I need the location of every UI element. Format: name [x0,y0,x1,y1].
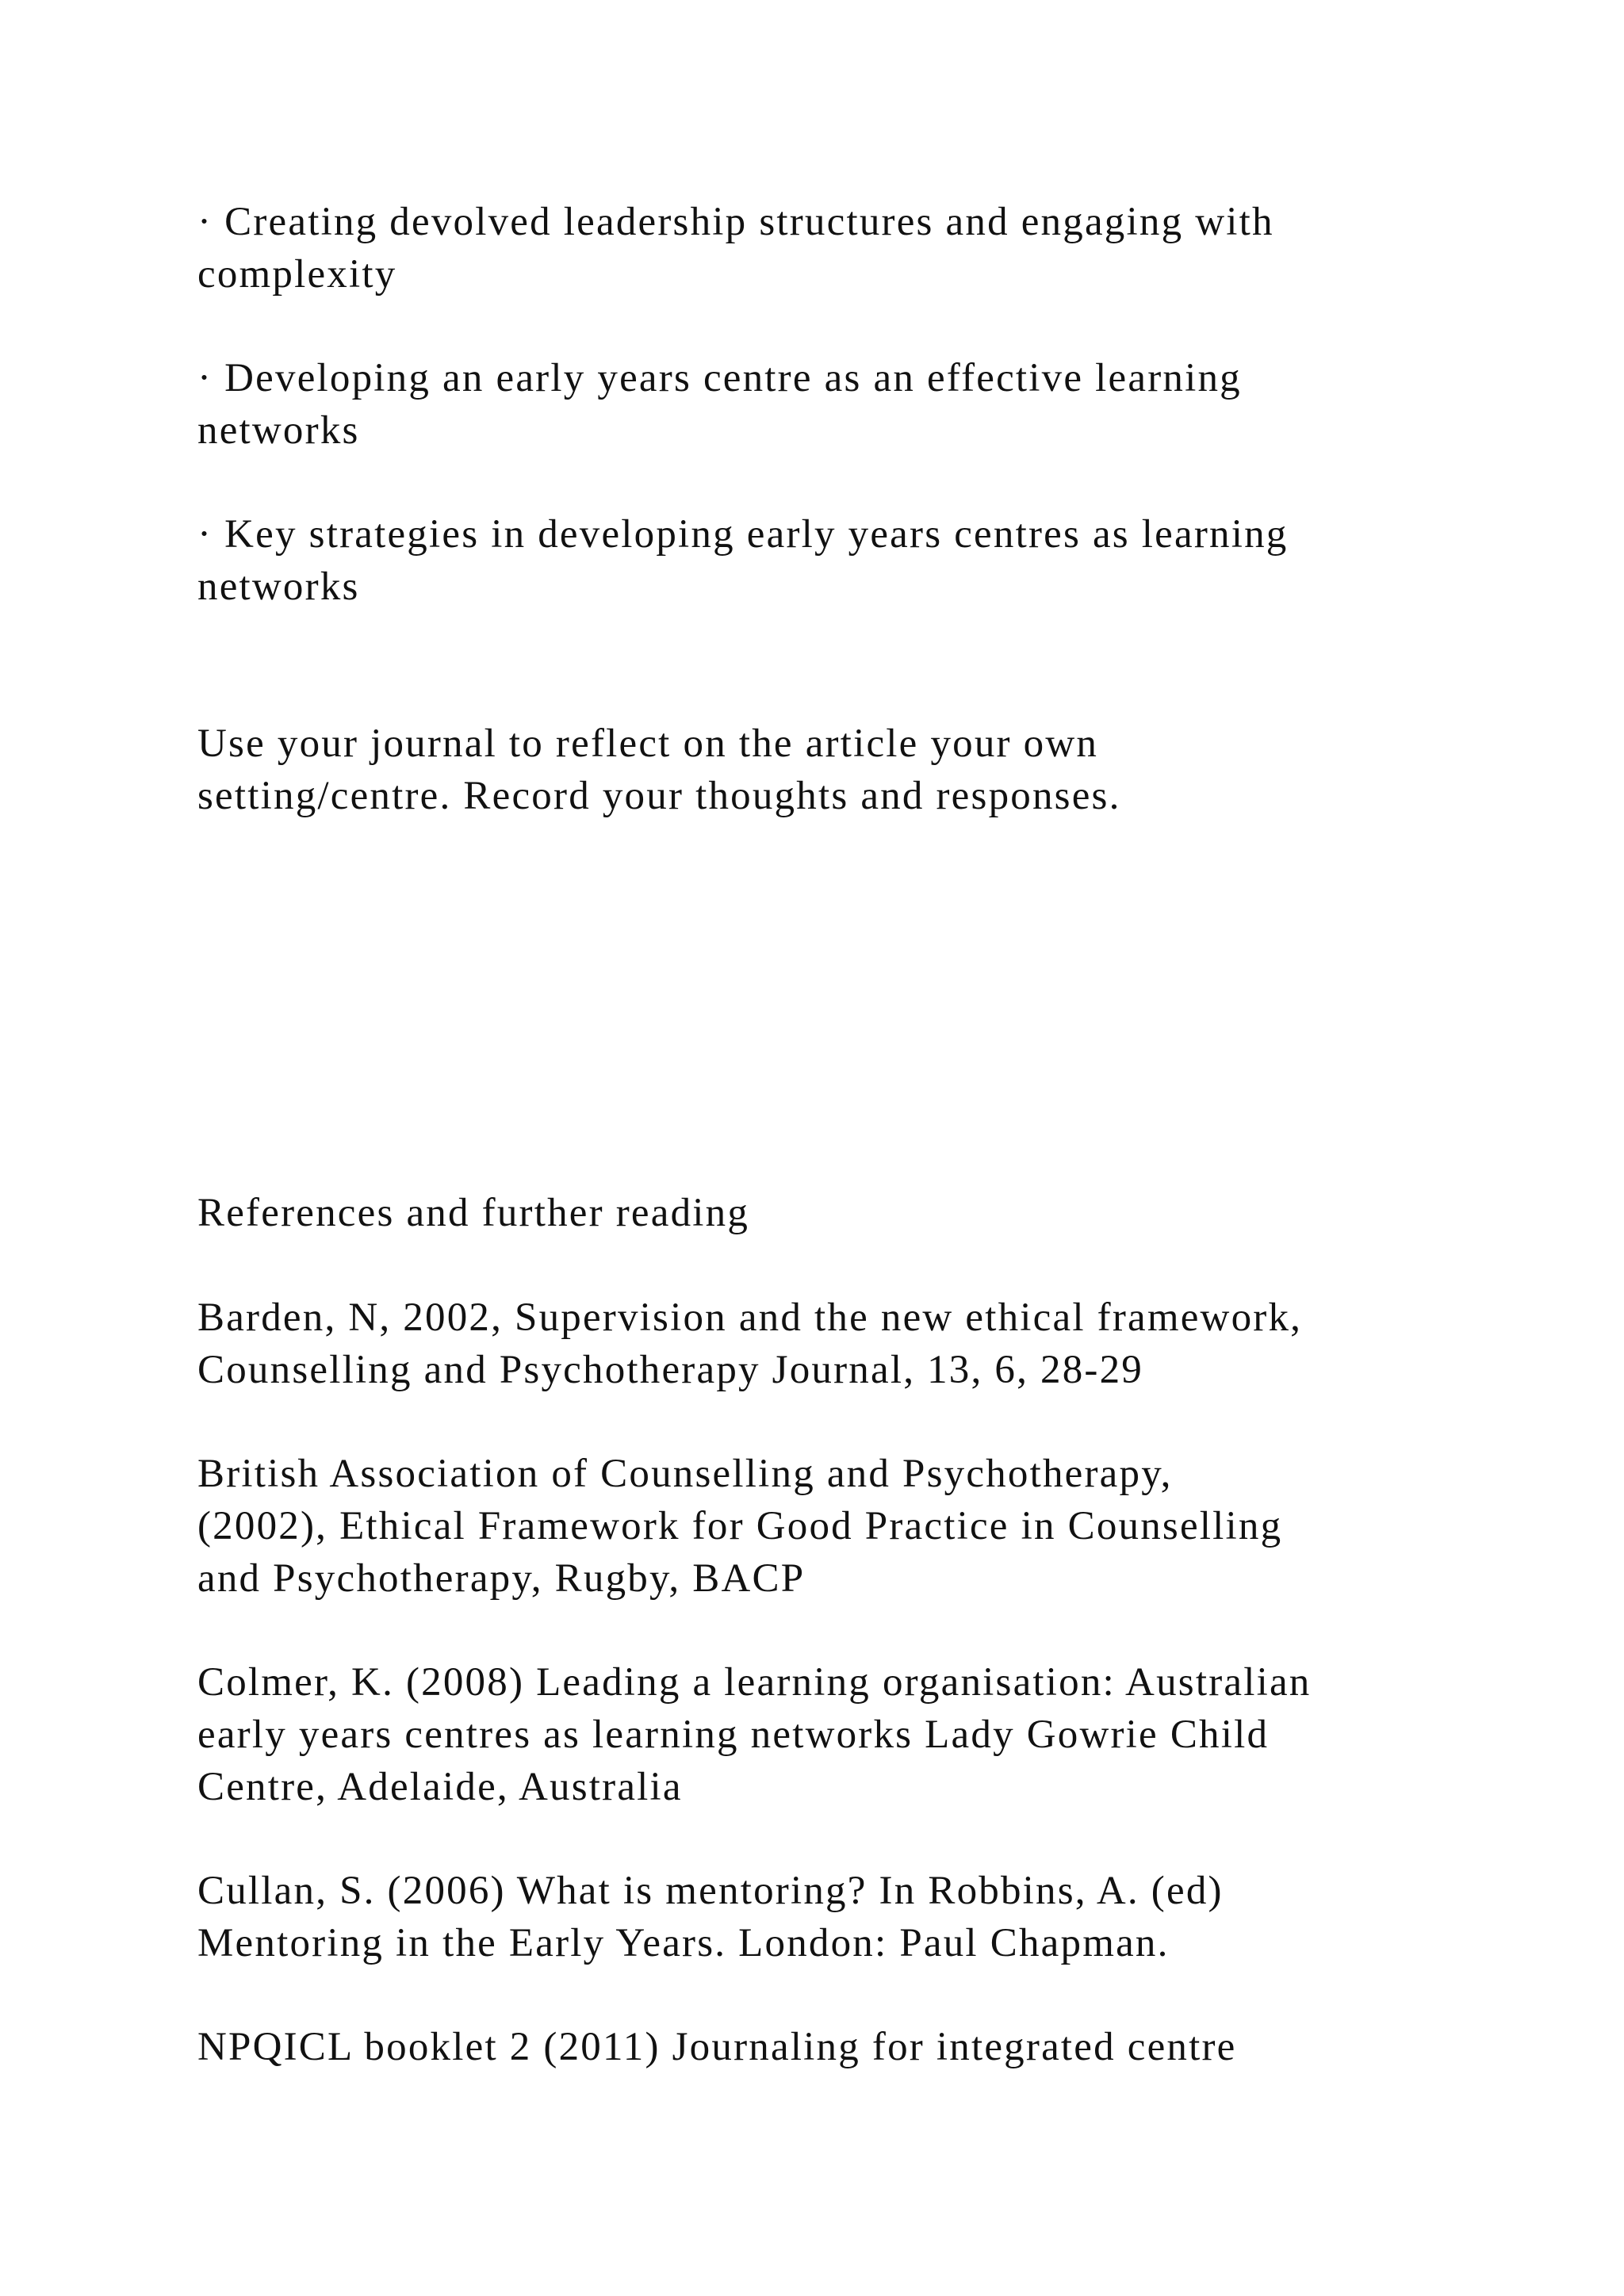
text-line: NPQICL booklet 2 (2011) Journaling for integrated centre [197,2025,1237,2069]
text-line: Cullan, S. (2006) What is mentoring? In Robbins, A. (ed) [197,1869,1224,1913]
text-line: networks [197,564,360,609]
text-line: networks [197,408,360,453]
references-heading: References and further reading [197,1191,750,1235]
text-line: and Psychotherapy, Rugby, BACP [197,1556,806,1601]
text-line: British Association of Counselling and Psychotherapy, [197,1452,1173,1496]
reference-entry [197,1448,1434,1605]
bullet-item [197,196,1434,300]
reference-entry [197,1865,1434,1969]
text-line: early years centres as learning networks Lady Gowrie Child [197,1712,1270,1757]
text-line: · Developing an early years centre as an effective learning [197,356,1242,400]
text-line: setting/centre. Record your thoughts and responses. [197,774,1121,818]
reference-entry [197,2021,1434,2073]
text-line: Barden, N, 2002, Supervision and the new ethical framework, [197,1295,1303,1340]
text-line: Counselling and Psychotherapy Journal, 13, 6, 28-29 [197,1348,1143,1392]
text-line: Colmer, K. (2008) Leading a learning organisation: Australian [197,1660,1312,1705]
text-line: Centre, Adelaide, Australia [197,1765,683,1809]
instruction-paragraph [197,718,1434,822]
text-line: (2002), Ethical Framework for Good Practice in Counselling [197,1504,1283,1548]
text-line: Use your journal to reflect on the article your own [197,721,1099,766]
text-line: · Key strategies in developing early years centres as learning [197,512,1289,557]
reference-entry [197,1292,1434,1396]
bullet-item [197,508,1434,613]
text-line: · Creating devolved leadership structures and engaging with [197,200,1274,244]
text-line: Mentoring in the Early Years. London: Paul Chapman. [197,1921,1170,1965]
bullet-item [197,352,1434,457]
reference-entry [197,1656,1434,1813]
text-line: complexity [197,252,397,297]
